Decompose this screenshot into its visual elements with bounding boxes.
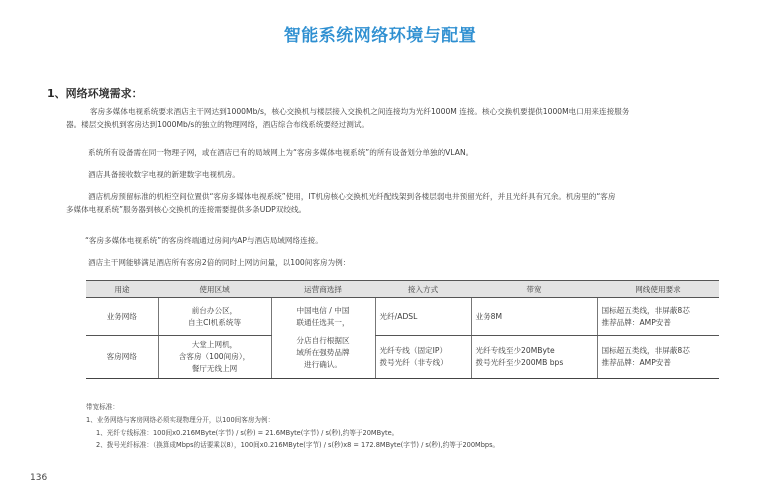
notes-heading: 带宽标准： <box>86 403 119 411</box>
cell-area-line: 大堂上网机， <box>191 340 238 349</box>
paragraph-4-line-1: 酒店机房预留标准的机柜空间位置供“客房多媒体电视系统”使用，IT机房核心交换机光纤配线架到各楼层弱电井预留光纤，并且光纤具有冗余。机房里的“客房 <box>88 192 616 201</box>
paragraph-5: “客房多媒体电视系统”的客房终端通过房间内AP与酒店局域网络连接。 <box>85 236 323 245</box>
cell-cable <box>597 336 719 379</box>
header-usage: 用途 <box>86 281 158 298</box>
notes-line: 1、业务网络与客房网络必须实现物理分开，以100间客房为例： <box>86 415 275 424</box>
table-header-row <box>86 281 719 298</box>
paragraph-3: 酒店具备接收数字电视的新建数字电视机房。 <box>88 170 240 179</box>
paragraph-1-line-2: 器。楼层交换机到客房达到1000Mb/s的独立的物理网络，酒店综合布线系统要经过测试。 <box>66 120 369 129</box>
cell-carrier-line: 进行确认。 <box>304 360 342 369</box>
cell-area-line: 餐厅无线上网 <box>191 364 238 373</box>
cell-cable-line: 国标超五类线，非屏蔽8芯 <box>601 346 690 355</box>
page-title: 智能系统网络环境与配置 <box>283 26 477 46</box>
header-access: 接入方式 <box>375 281 471 298</box>
paragraph-2: 系统所有设备需在同一物理子网，或在酒店已有的局域网上为“客房多媒体电视系统”的所有设备划分单独的VLAN。 <box>88 148 474 157</box>
cell-access-line: 光纤专线（固定IP） <box>379 346 448 355</box>
table-row <box>86 336 719 379</box>
cell-cable-line: 推荐品牌：AMP安普 <box>601 317 671 327</box>
network-requirements-table <box>86 280 719 379</box>
paragraph-6: 酒店主干网能够满足酒店所有客房2倍的同时上网访问量，以100间客房为例： <box>88 258 351 267</box>
cell-carrier-line: 中国电信 / 中国 <box>296 306 350 315</box>
cell-bandwidth-line: 光纤专线至少20MByte <box>475 346 555 355</box>
cell-cable-line: 推荐品牌：AMP安普 <box>601 358 671 367</box>
cell-area-line: 自主CI机系统等 <box>187 317 242 327</box>
page-number: 136 <box>30 473 48 483</box>
paragraph-1-line-1: 客房多媒体电视系统要求酒店主干网达到1000Mb/s，核心交换机与楼层接入交换机之间连接均为光纤1000M 连接。核心交换机要提供1000M电口用来连接服务 <box>90 107 630 116</box>
cell-area-line: 含客房（100间房）， <box>178 352 251 361</box>
table-row <box>86 298 719 336</box>
cell-bandwidth-line: 拨号光纤至少200MB bps <box>475 358 564 367</box>
paragraph-1 <box>66 105 718 131</box>
header-cable: 网线使用要求 <box>597 281 719 298</box>
cell-carrier-line: 联通任选其一， <box>296 318 350 327</box>
cell-usage: 业务网络 <box>86 298 158 336</box>
cell-access <box>375 336 471 379</box>
cell-access: 光纤/ADSL <box>375 298 471 336</box>
cell-bandwidth: 业务8M <box>471 298 597 336</box>
cell-access-line: 拨号光纤（非专线） <box>379 358 448 367</box>
header-bandwidth: 带宽 <box>471 281 597 298</box>
notes-line: 1、光纤专线标准：100间x0.216MByte(字节) / s(秒) = 21.6MByte(字节) / s(秒),约等于20MByte。 <box>96 428 399 437</box>
notes-line: 2、拨号光纤标准：（换算成Mbps的话要乘以8），100间x0.216MByte(字节) / s(秒)x8 = 172.8MByte(字节) / s(秒),约等于200Mbps。 <box>96 441 500 450</box>
header-carrier: 运营商选择 <box>271 281 375 298</box>
cell-area <box>158 336 271 379</box>
cell-carrier <box>271 298 375 379</box>
cell-area-line: 前台办公区， <box>191 305 238 315</box>
cell-carrier-line: 分店自行根据区 <box>296 336 350 345</box>
bandwidth-notes <box>86 401 499 452</box>
header-area: 使用区域 <box>158 281 271 298</box>
cell-cable-line: 国标超五类线，非屏蔽8芯 <box>601 305 690 315</box>
paragraph-4 <box>66 190 726 216</box>
cell-bandwidth <box>471 336 597 379</box>
section-heading: 1、网络环境需求： <box>47 87 143 100</box>
cell-carrier-line: 域所在强势品牌 <box>296 348 350 357</box>
cell-area <box>158 298 271 336</box>
paragraph-4-line-2: 多媒体电视系统”服务器到核心交换机的连接需要提供多条UDP双绞线。 <box>66 205 307 214</box>
cell-usage: 客房网络 <box>86 336 158 379</box>
cell-cable <box>597 298 719 336</box>
